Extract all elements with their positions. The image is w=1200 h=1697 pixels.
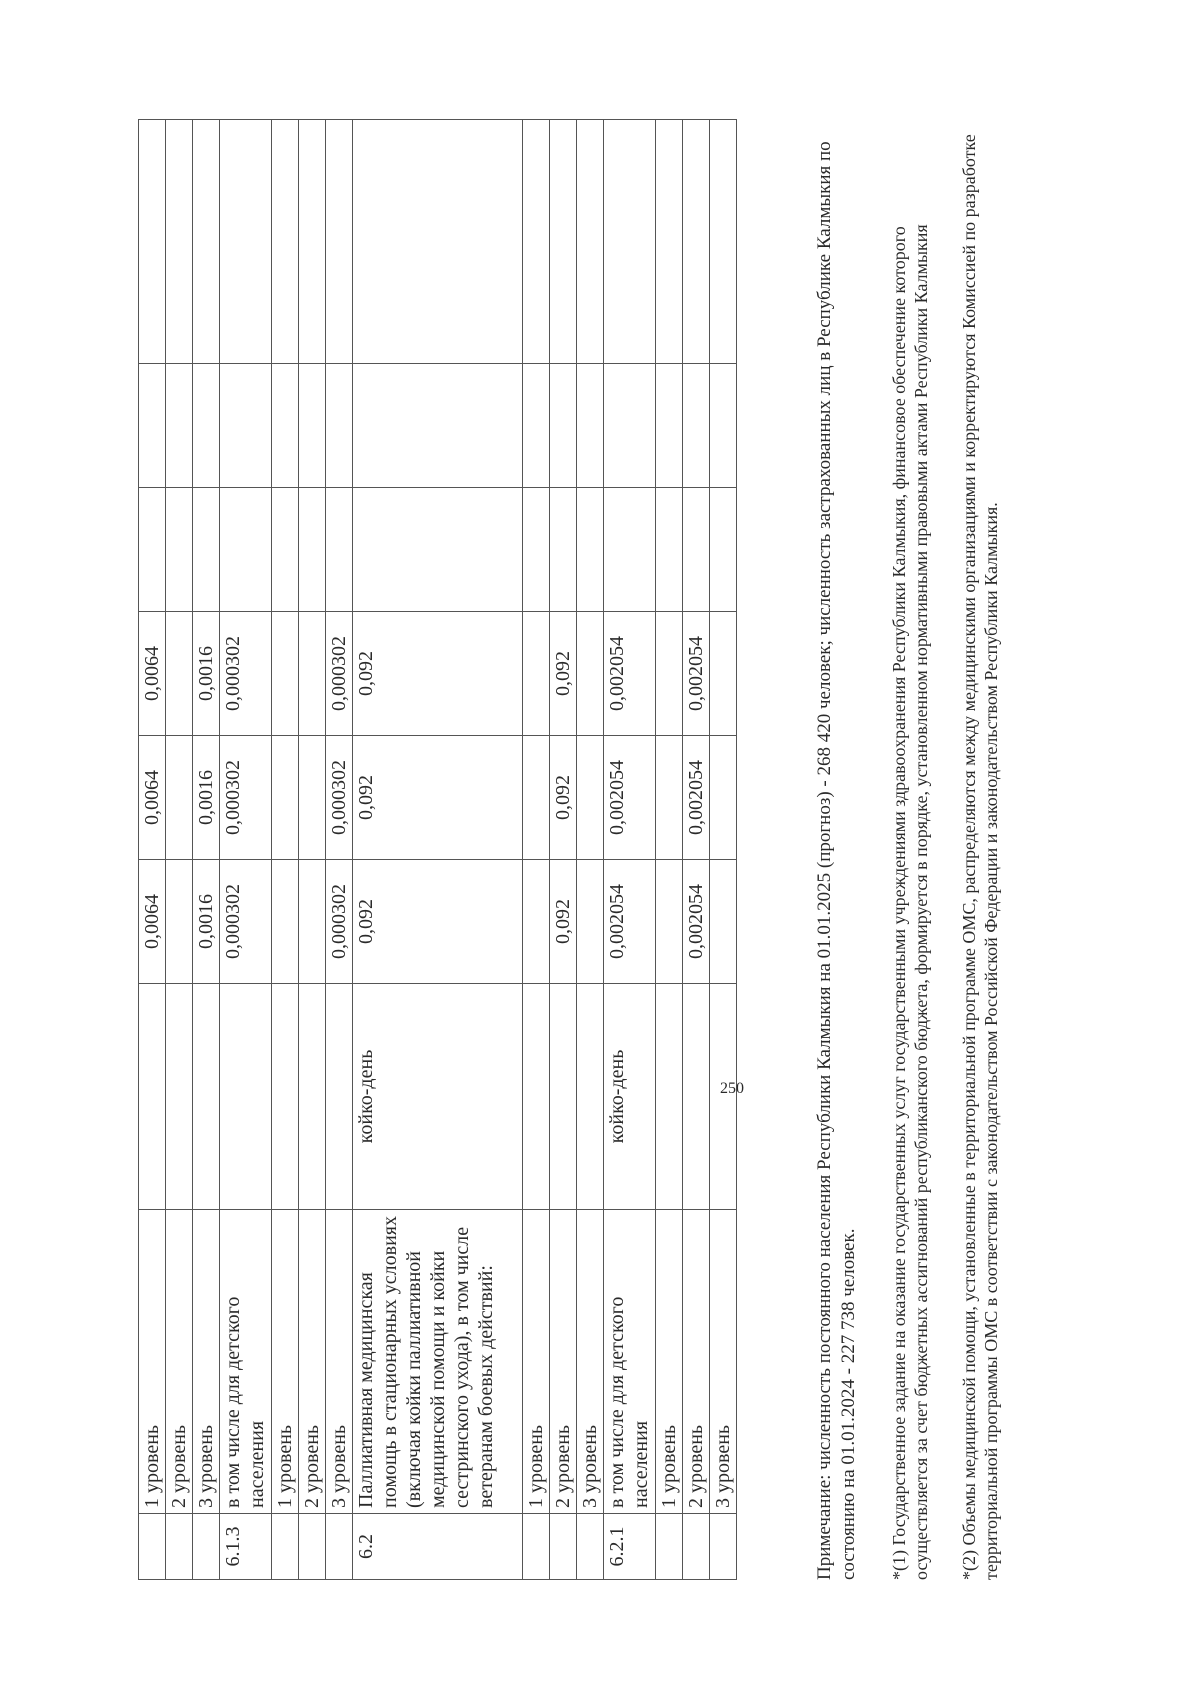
row-name-cell: в том числе для детского населения: [220, 1210, 272, 1514]
value-cell-1: 0,000302: [220, 860, 272, 984]
empty-cell-4: [326, 488, 353, 612]
empty-cell-5: [577, 364, 604, 488]
row-number-cell: [166, 1514, 193, 1580]
row-number-cell: [710, 1514, 737, 1580]
empty-cell-4: [193, 488, 220, 612]
row-unit-cell: койко-день: [604, 984, 656, 1210]
row-unit-cell: [220, 984, 272, 1210]
value-cell-3: [272, 612, 299, 736]
table-row: [139, 120, 166, 1580]
row-name-cell: 2 уровень: [166, 1210, 193, 1514]
value-cell-3: 0,0016: [193, 612, 220, 736]
value-cell-2: 0,0016: [193, 736, 220, 860]
rotated-page: [118, 70, 1048, 1630]
value-cell-3: [656, 612, 683, 736]
value-cell-2: [656, 736, 683, 860]
row-name-cell: 3 уровень: [193, 1210, 220, 1514]
row-name-cell: 3 уровень: [577, 1210, 604, 1514]
value-cell-2: [577, 736, 604, 860]
value-cell-1: [710, 860, 737, 984]
row-name-cell: 1 уровень: [523, 1210, 550, 1514]
value-cell-1: [299, 860, 326, 984]
row-number-cell: [550, 1514, 577, 1580]
empty-cell-5: [604, 364, 656, 488]
empty-cell-6: [166, 120, 193, 364]
value-cell-3: 0,092: [550, 612, 577, 736]
empty-cell-4: [604, 488, 656, 612]
empty-cell-6: [683, 120, 710, 364]
row-name-cell: 1 уровень: [139, 1210, 166, 1514]
value-cell-3: 0,0064: [139, 612, 166, 736]
table-row: [550, 120, 577, 1580]
value-cell-2: 0,0064: [139, 736, 166, 860]
row-number-cell: [577, 1514, 604, 1580]
value-cell-1: 0,000302: [326, 860, 353, 984]
empty-cell-6: [523, 120, 550, 364]
table-row: [683, 120, 710, 1580]
table-row: [326, 120, 353, 1580]
value-cell-2: 0,000302: [220, 736, 272, 860]
empty-cell-6: [550, 120, 577, 364]
row-name-cell: 2 уровень: [299, 1210, 326, 1514]
empty-cell-4: [683, 488, 710, 612]
value-cell-3: [710, 612, 737, 736]
empty-cell-4: [523, 488, 550, 612]
row-unit-cell: [139, 984, 166, 1210]
row-unit-cell: [166, 984, 193, 1210]
table-row: [710, 120, 737, 1580]
empty-cell-4: [550, 488, 577, 612]
empty-cell-5: [220, 364, 272, 488]
table-row: [220, 120, 272, 1580]
footnote-2: *(2) Объемы медицинской помощи, установленные в территориальной программе ОМС, распределяются между медицинскими организациями и корректируются Комиссией по разработке территориальной программы ОМС в соответствии с законодательством Российской Федерации и законодательством Республики Калмыкия.: [959, 134, 1001, 1580]
value-cell-2: [166, 736, 193, 860]
empty-cell-5: [683, 364, 710, 488]
value-cell-1: [523, 860, 550, 984]
value-cell-3: [299, 612, 326, 736]
value-cell-3: [166, 612, 193, 736]
footnote-1: *(1) Государственное задание на оказание государственных услуг государственными учреждениями здравоохранения Республики Калмыкия, финансовое обеспечение которого осуществляется за счет бюджетных ассигнований республиканского бюджета, формируется в порядке, установленном нормативными правовыми актами Республики Калмыкия: [889, 224, 931, 1580]
row-name-cell: 3 уровень: [710, 1210, 737, 1514]
row-unit-cell: [299, 984, 326, 1210]
row-name-cell: в том числе для детского населения: [604, 1210, 656, 1514]
value-cell-3: 0,000302: [326, 612, 353, 736]
value-cell-2: 0,002054: [604, 736, 656, 860]
empty-cell-6: [710, 120, 737, 364]
table-row: [166, 120, 193, 1580]
row-unit-cell: [326, 984, 353, 1210]
row-number-cell: 6.2: [353, 1514, 523, 1580]
row-number-cell: [326, 1514, 353, 1580]
row-unit-cell: [683, 984, 710, 1210]
empty-cell-5: [353, 364, 523, 488]
row-number-cell: [272, 1514, 299, 1580]
row-name-cell: 2 уровень: [683, 1210, 710, 1514]
empty-cell-5: [139, 364, 166, 488]
value-cell-2: 0,092: [353, 736, 523, 860]
table-row: [604, 120, 656, 1580]
empty-cell-6: [272, 120, 299, 364]
empty-cell-6: [326, 120, 353, 364]
empty-cell-4: [710, 488, 737, 612]
value-cell-1: 0,0016: [193, 860, 220, 984]
value-cell-1: 0,0064: [139, 860, 166, 984]
empty-cell-6: [193, 120, 220, 364]
value-cell-3: 0,092: [353, 612, 523, 736]
row-number-cell: 6.1.3: [220, 1514, 272, 1580]
value-cell-3: [523, 612, 550, 736]
value-cell-1: 0,002054: [683, 860, 710, 984]
value-cell-2: [523, 736, 550, 860]
volume-table: [138, 119, 737, 1580]
value-cell-2: 0,000302: [326, 736, 353, 860]
empty-cell-6: [139, 120, 166, 364]
value-cell-1: 0,092: [550, 860, 577, 984]
table-row: [193, 120, 220, 1580]
value-cell-1: [656, 860, 683, 984]
row-name-cell: 3 уровень: [326, 1210, 353, 1514]
value-cell-2: 0,002054: [683, 736, 710, 860]
value-cell-1: 0,002054: [604, 860, 656, 984]
value-cell-3: [577, 612, 604, 736]
value-cell-3: 0,002054: [604, 612, 656, 736]
row-number-cell: [193, 1514, 220, 1580]
table-row: [299, 120, 326, 1580]
empty-cell-4: [656, 488, 683, 612]
row-name-cell: 2 уровень: [550, 1210, 577, 1514]
row-unit-cell: [550, 984, 577, 1210]
row-number-cell: [656, 1514, 683, 1580]
table-row: [272, 120, 299, 1580]
value-cell-3: 0,000302: [220, 612, 272, 736]
row-unit-cell: [193, 984, 220, 1210]
empty-cell-4: [166, 488, 193, 612]
table-row: [577, 120, 604, 1580]
row-name-cell: 1 уровень: [272, 1210, 299, 1514]
empty-cell-5: [523, 364, 550, 488]
empty-cell-6: [656, 120, 683, 364]
row-unit-cell: [577, 984, 604, 1210]
row-number-cell: 6.2.1: [604, 1514, 656, 1580]
empty-cell-5: [710, 364, 737, 488]
empty-cell-5: [193, 364, 220, 488]
table-row: [353, 120, 523, 1580]
value-cell-2: [272, 736, 299, 860]
empty-cell-5: [166, 364, 193, 488]
empty-cell-4: [299, 488, 326, 612]
value-cell-1: 0,092: [353, 860, 523, 984]
table-row: [523, 120, 550, 1580]
empty-cell-5: [656, 364, 683, 488]
page-number: 250: [720, 1080, 744, 1097]
empty-cell-6: [604, 120, 656, 364]
value-cell-1: [166, 860, 193, 984]
value-cell-2: [299, 736, 326, 860]
empty-cell-6: [220, 120, 272, 364]
value-cell-2: [710, 736, 737, 860]
empty-cell-4: [353, 488, 523, 612]
value-cell-1: [577, 860, 604, 984]
value-cell-3: 0,002054: [683, 612, 710, 736]
empty-cell-5: [326, 364, 353, 488]
empty-cell-6: [353, 120, 523, 364]
population-note: Примечание: численность постоянного населения Республики Калмыкия на 01.01.2025 (прогноз) - 268 420 человек; численность застрахованных лиц в Республике Калмыкия по состоянию на 01.01.2024 - 227 738 человек.: [814, 141, 859, 1580]
row-name-cell: 1 уровень: [656, 1210, 683, 1514]
empty-cell-5: [299, 364, 326, 488]
empty-cell-4: [577, 488, 604, 612]
value-cell-2: 0,092: [550, 736, 577, 860]
empty-cell-5: [272, 364, 299, 488]
value-cell-1: [272, 860, 299, 984]
row-number-cell: [299, 1514, 326, 1580]
table-row: [656, 120, 683, 1580]
empty-cell-4: [220, 488, 272, 612]
row-unit-cell: [272, 984, 299, 1210]
empty-cell-6: [577, 120, 604, 364]
row-unit-cell: [656, 984, 683, 1210]
row-unit-cell: койко-день: [353, 984, 523, 1210]
empty-cell-6: [299, 120, 326, 364]
row-number-cell: [523, 1514, 550, 1580]
empty-cell-4: [139, 488, 166, 612]
row-unit-cell: [523, 984, 550, 1210]
empty-cell-5: [550, 364, 577, 488]
row-number-cell: [139, 1514, 166, 1580]
empty-cell-4: [272, 488, 299, 612]
row-name-cell: Паллиативная медицинская помощь в стационарных условиях (включая койки паллиативной медицинской помощи и койки сестринского ухода), в том числе ветеранам боевых действий:: [353, 1210, 523, 1514]
row-number-cell: [683, 1514, 710, 1580]
